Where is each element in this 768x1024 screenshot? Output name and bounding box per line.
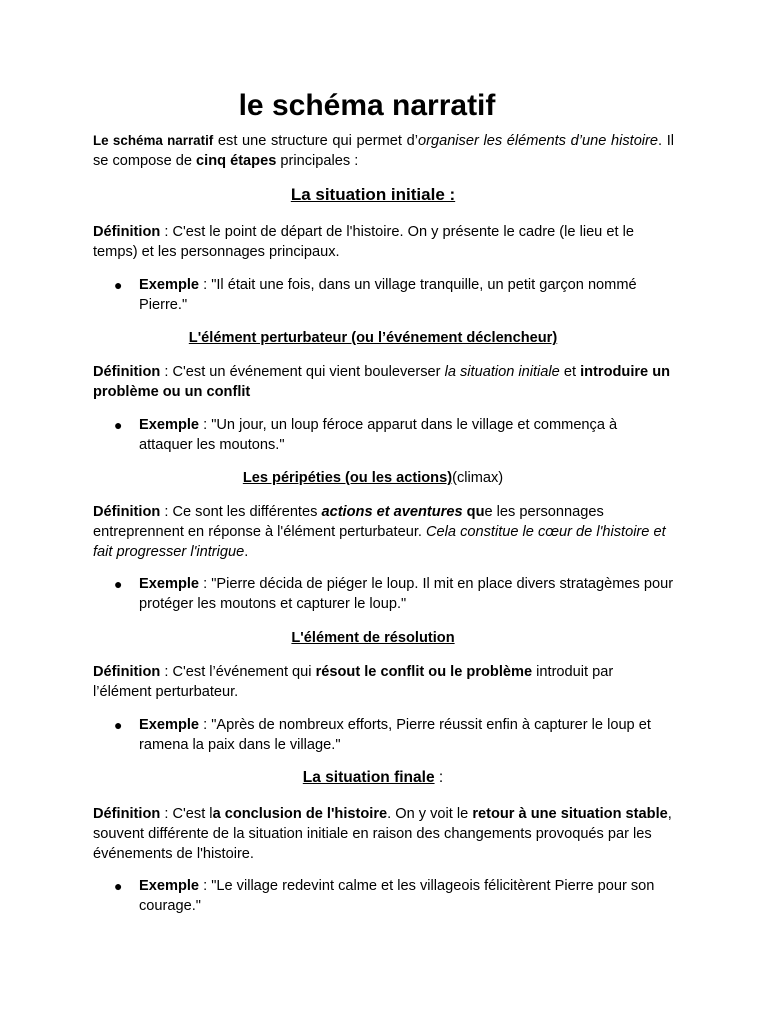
example-label: Exemple <box>139 576 200 592</box>
section-heading-peripeties: Les péripéties (ou les actions)(climax) <box>242 470 504 486</box>
section-heading-situation-finale: La situation finale : <box>302 769 444 786</box>
definition-label: Définition <box>93 364 161 380</box>
example-label: Exemple <box>139 277 200 293</box>
intro-paragraph: Le schéma narratif est une structure qui permet d’organiser les éléments d’une histoire. Il se compose de cinq étapes principales : <box>93 133 675 169</box>
definition-label: Définition <box>93 504 161 520</box>
definition-label: Définition <box>93 224 161 240</box>
bullet-icon: ● <box>114 717 123 733</box>
bullet-icon: ● <box>114 576 123 592</box>
bullet-icon: ● <box>114 277 123 293</box>
section-heading-element-perturbateur: L'élément perturbateur (ou l’événement déclencheur) <box>188 330 558 346</box>
definition-paragraph: Définition : Ce sont les différentes actions et aventures que les personnages entreprennent en réponse à l'élément perturbateur. Cela constitue le cœur de l'histoire et fait progresser l'intrigue. <box>93 504 666 560</box>
definition-paragraph: Définition : C'est la conclusion de l'histoire. On y voit le retour à une situation stable, souvent différente de la situation initiale en raison des changements provoqués par les événements de l'histoire. <box>93 806 672 862</box>
example-label: Exemple <box>139 878 200 894</box>
definition-paragraph: Définition : C'est un événement qui vient bouleverser la situation initiale et introduire un problème ou un conflit <box>93 364 671 400</box>
section-heading-situation-initiale: La situation initiale : <box>290 185 456 204</box>
section-heading-resolution: L'élément de résolution <box>291 630 455 646</box>
example-label: Exemple <box>139 417 200 433</box>
bullet-icon: ● <box>114 417 123 433</box>
document-page: le schéma narratif Le schéma narratif est une structure qui permet d’organiser les éléments d’une histoire. Il se compose de cinq étapes principales : La situation initiale : Définition : C'est le point de départ de l'histoire. On y présente le cadre (le lieu et le temps) et les personnages principaux. ● Exemple : "Il était une fois, dans un village tranquille, un petit garçon nommé Pierre." L'élément perturbateur (ou l’événement déclencheur) Définition : C'est un événement qui vient bouleverser la situation initiale et introduire un problème ou un conflit ● Exemple : "Un jour, un loup féroce apparut dans le village et commença à attaquer les moutons." Les péripéties (ou les actions)(climax) Définition : Ce sont les différentes actions et aventures que les personnages entreprennent en réponse à l'élément perturbateur. Cela constitue le cœur de l'histoire et fait progresser l'intrigue. ● Exemple : "Pierre décida de piéger le loup. Il mit en place divers stratagèmes pour protéger les moutons et capturer le loup." L'élément de résolution Définition : C'est l’événement qui résout le conflit ou le problème introduit par l’élément perturbateur. ● Exemple : "Après de nombreux efforts, Pierre réussit enfin à capturer le loup et ramena la paix dans le village." La situation finale : Définition : C'est la conclusion de l'histoire. On y voit le retour à une situation stable, souvent différente de la situation initiale en raison des changements provoqués par les événements de l'histoire. ● Exemple : "Le village redevint calme et les villageois félicitèrent Pierre pour son courage." <box>0 0 768 1024</box>
definition-paragraph: Définition : C'est le point de départ de l'histoire. On y présente le cadre (le lieu et le temps) et les personnages principaux. <box>93 224 634 260</box>
definition-label: Définition <box>93 806 161 822</box>
intro-term: Le schéma narratif <box>93 133 214 148</box>
bullet-icon: ● <box>114 878 123 894</box>
definition-paragraph: Définition : C'est l’événement qui résout le conflit ou le problème introduit par l’élément perturbateur. <box>93 664 614 700</box>
definition-label: Définition <box>93 664 161 680</box>
example-label: Exemple <box>139 717 200 733</box>
document-title: le schéma narratif <box>238 89 496 122</box>
